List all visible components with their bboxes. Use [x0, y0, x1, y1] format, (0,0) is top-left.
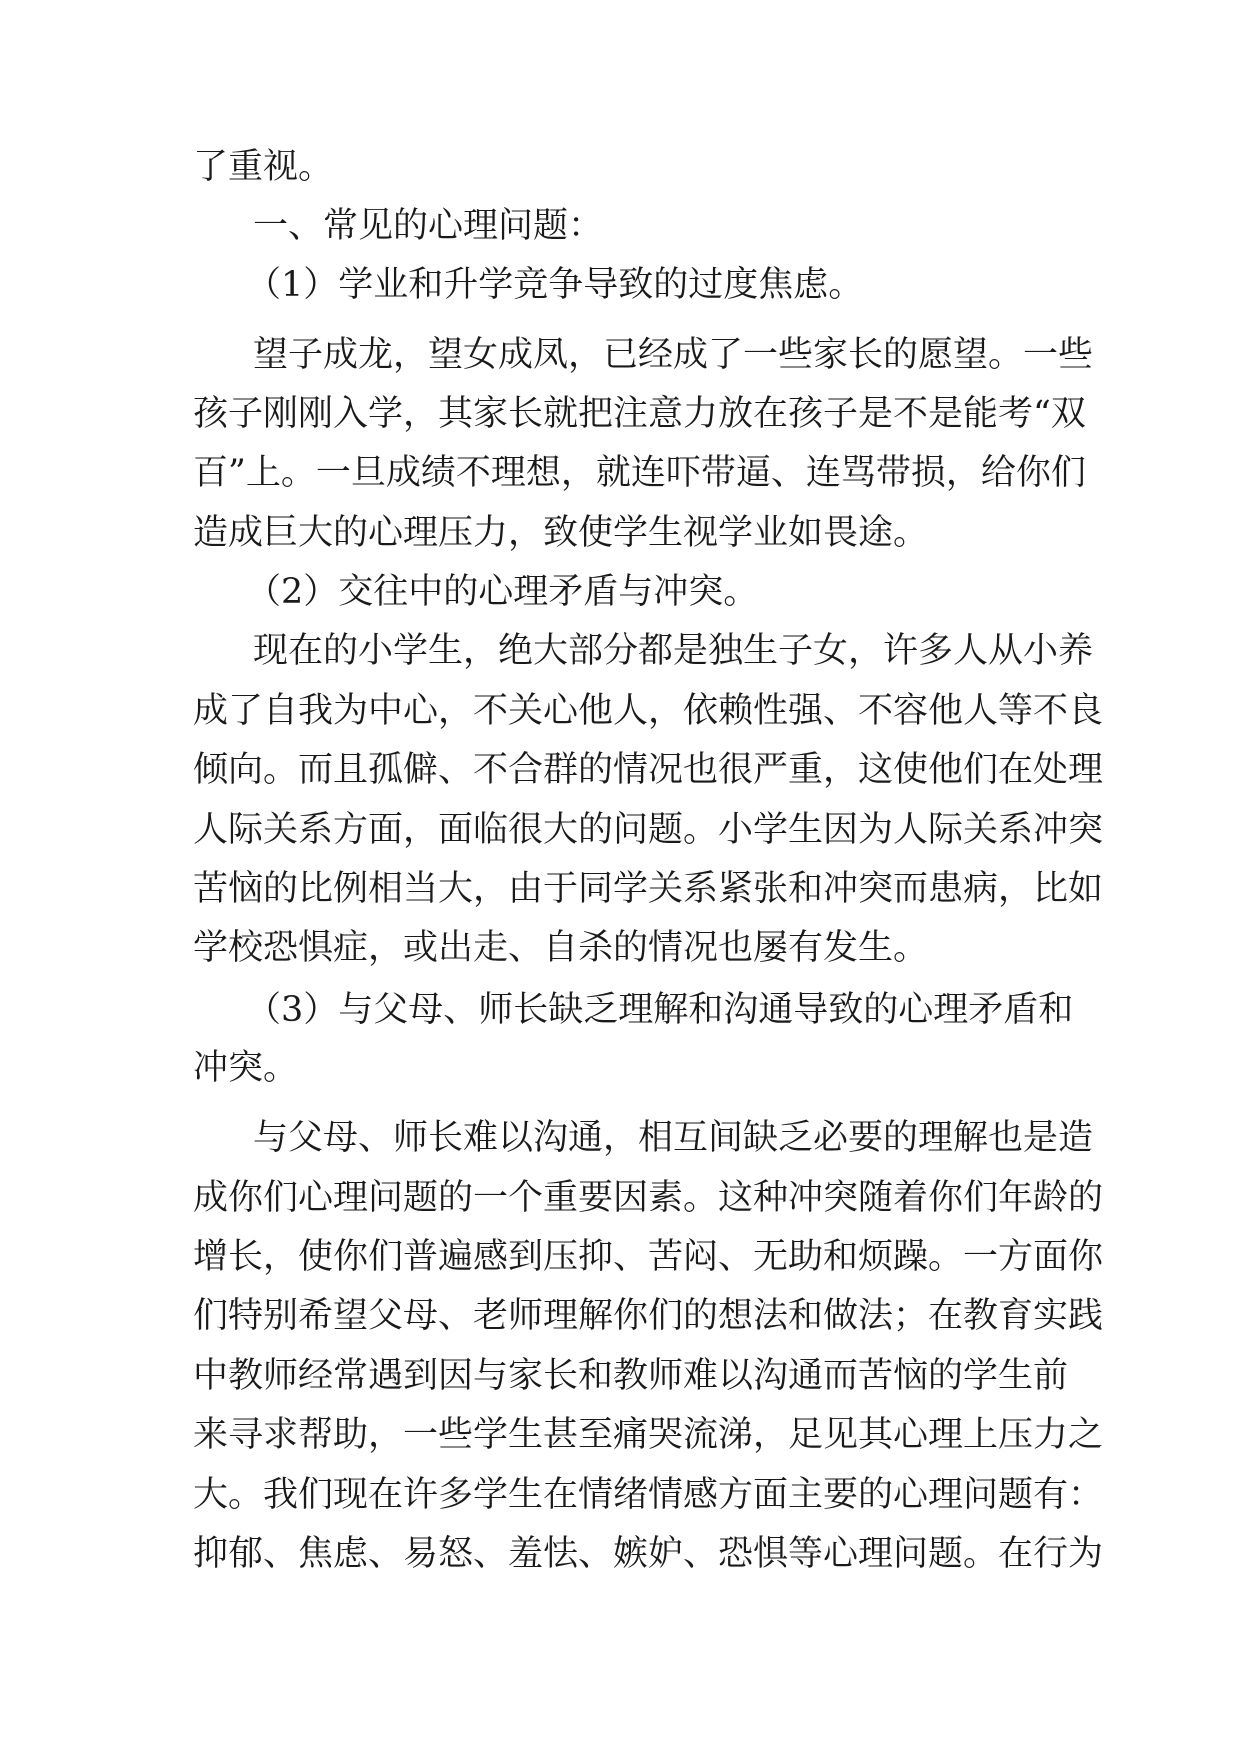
subheading-line [0, 562, 1241, 622]
line-text: 造成巨大的心理压力，致使学生视学业如畏途。 [193, 513, 929, 553]
line-text: 成了自我为中心，不关心他人，依赖性强、不容他人等不良 [193, 691, 1104, 731]
line-text: 望子成龙，望女成凤，已经成了一些家长的愿望。一些 [253, 335, 1094, 375]
paragraph-line [0, 1524, 1241, 1584]
line-text: 抑郁、焦虑、易怒、羞怯、嫉妒、恐惧等心理问题。在行为 [193, 1534, 1104, 1574]
section-heading [0, 196, 1241, 256]
paragraph-line [0, 1168, 1241, 1228]
subheading-line [0, 255, 1241, 315]
text-line [0, 137, 1241, 197]
line-text: 孩子刚刚入学，其家长就把注意力放在孩子是不是能考“双 [193, 394, 1086, 434]
line-text: 与父母、师长难以沟通，相互间缺乏必要的理解也是造 [253, 1118, 1094, 1158]
paragraph-line [0, 621, 1241, 681]
paragraph-line [0, 918, 1241, 978]
line-text: 冲突。 [193, 1048, 299, 1088]
paragraph-line [0, 325, 1241, 385]
paragraph-line [0, 859, 1241, 919]
paragraph-line [0, 1346, 1241, 1406]
paragraph-line [0, 1286, 1241, 1346]
paragraph-line [0, 443, 1241, 503]
line-text: 增长，使你们普遍感到压抑、苦闷、无助和烦躁。一方面你 [193, 1237, 1104, 1277]
line-text: 百”上。一旦成绩不理想，就连吓带逼、连骂带损，给你们 [193, 453, 1086, 493]
line-text: 了重视。 [193, 147, 334, 187]
line-text: 苦恼的比例相当大，由于同学关系紧张和冲突而患病，比如 [193, 869, 1104, 909]
line-text: 大。我们现在许多学生在情绪情感方面主要的心理问题有： [193, 1475, 1104, 1515]
paragraph-line [0, 1108, 1241, 1168]
line-text: 中教师经常遇到因与家长和教师难以沟通而苦恼的学生前 [193, 1356, 1069, 1396]
line-text: 一、常见的心理问题： [253, 206, 604, 246]
paragraph-line [0, 503, 1241, 563]
line-text: 学校恐惧症，或出走、自杀的情况也屡有发生。 [193, 928, 929, 968]
paragraph-line [0, 384, 1241, 444]
subheading-line [0, 980, 1241, 1040]
line-text: （1）学业和升学竞争导致的过度焦虑。 [246, 265, 864, 305]
line-text: 们特别希望父母、老师理解你们的想法和做法；在教育实践 [193, 1296, 1104, 1336]
paragraph-line [0, 1465, 1241, 1525]
paragraph-line [0, 1405, 1241, 1465]
line-text: 来寻求帮助，一些学生甚至痛哭流涕，足见其心理上压力之 [193, 1415, 1104, 1455]
line-text: （3）与父母、师长缺乏理解和沟通导致的心理矛盾和 [246, 990, 1074, 1030]
line-text: 现在的小学生，绝大部分都是独生子女，许多人从小养 [253, 631, 1094, 671]
line-text: 倾向。而且孤僻、不合群的情况也很严重，这使他们在处理 [193, 750, 1104, 790]
paragraph-line [0, 1227, 1241, 1287]
paragraph-line [0, 800, 1241, 860]
line-text: 成你们心理问题的一个重要因素。这种冲突随着你们年龄的 [193, 1178, 1104, 1218]
subheading-line [0, 1038, 1241, 1098]
paragraph-line [0, 740, 1241, 800]
line-text: （2）交往中的心理矛盾与冲突。 [246, 572, 759, 612]
paragraph-line [0, 681, 1241, 741]
line-text: 人际关系方面，面临很大的问题。小学生因为人际关系冲突 [193, 810, 1104, 850]
